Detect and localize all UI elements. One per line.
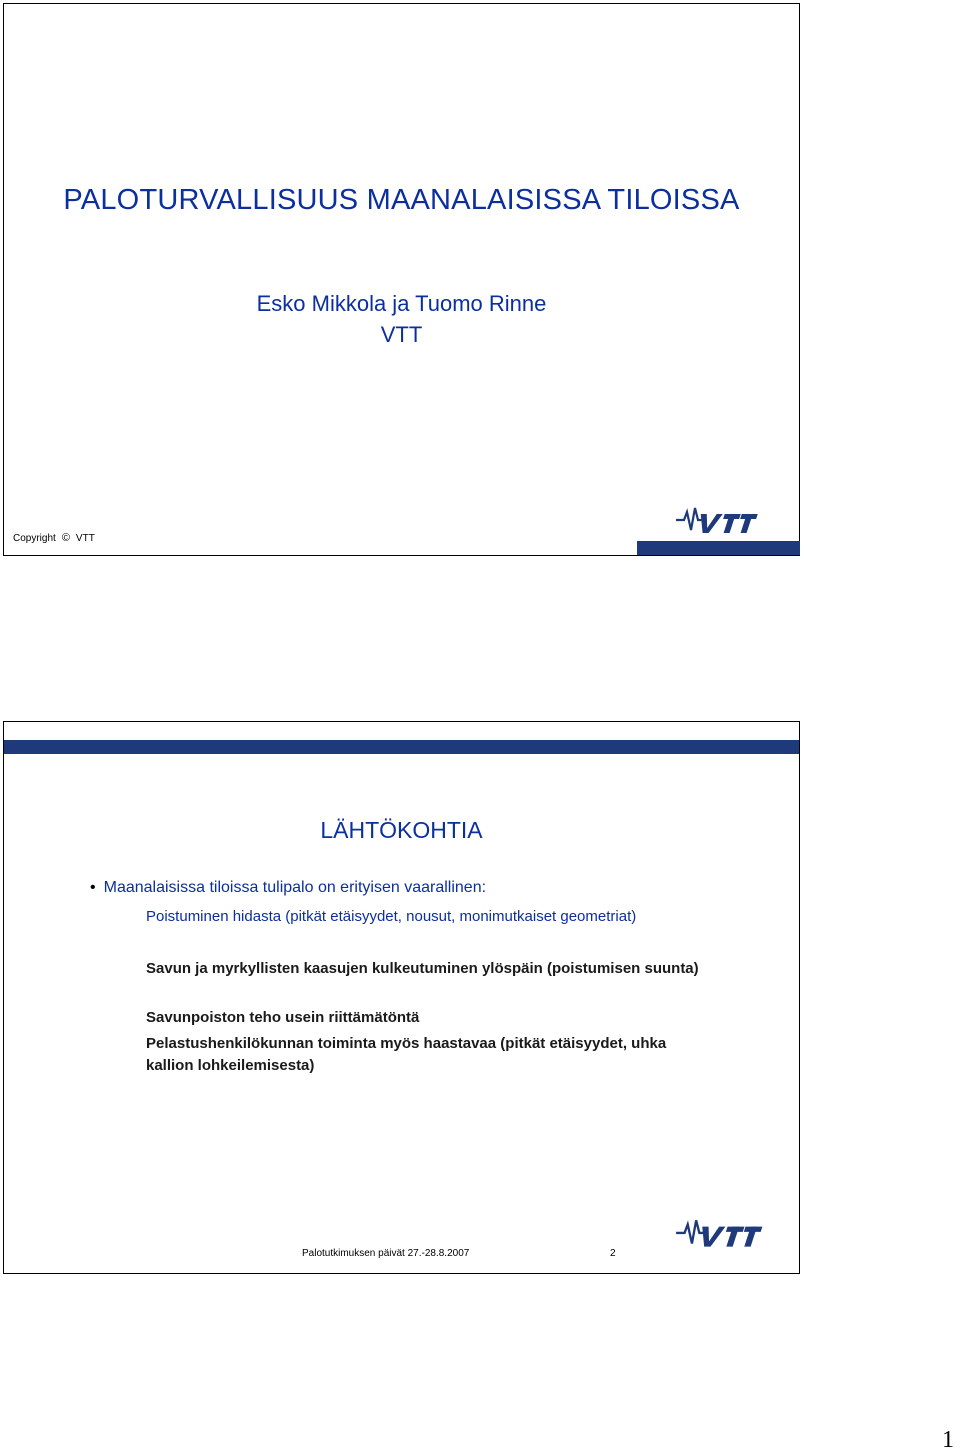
copyright-symbol: © [61, 532, 70, 544]
subpoint: Pelastushenkilökunnan toiminta myös haastavaa (pitkät etäisyydet, uhka kallion lohkeilemisesta) [146, 1035, 667, 1074]
slide-title: LÄHTÖKOHTIA [320, 817, 483, 843]
vtt-logo [674, 504, 764, 538]
organization: VTT [380, 322, 423, 347]
slide-2 [3, 721, 800, 1274]
vtt-logo [674, 1216, 769, 1252]
copyright-owner: VTT [75, 533, 95, 544]
pulse-line-icon [676, 508, 704, 530]
copyright-label: Copyright [13, 533, 56, 544]
slide-1 [3, 3, 800, 556]
slide-title: PALOTURVALLISUUS MAANALAISISSA TILOISSA [63, 184, 740, 216]
top-bar [4, 740, 799, 754]
authors: Esko Mikkola ja Tuomo Rinne [256, 291, 547, 316]
bullet-icon: • [90, 879, 96, 896]
pulse-line-icon [676, 1220, 706, 1243]
bottom-bar [637, 541, 800, 555]
footer-text: Palotutkimuksen päivät 27.-28.8.2007 [302, 1248, 470, 1259]
sheet-page-number: 1 [942, 1427, 954, 1453]
bullet-text: Maanalaisissa tiloissa tulipalo on erityisen vaarallinen: [103, 879, 487, 896]
slide-page-number: 2 [610, 1248, 616, 1259]
subpoint: Savunpoiston teho usein riittämätöntä [146, 1009, 420, 1026]
subpoint: Savun ja myrkyllisten kaasujen kulkeutuminen ylöspäin (poistumisen suunta) [146, 960, 699, 977]
subpoint: Poistuminen hidasta (pitkät etäisyydet, nousut, monimutkaiset geometriat) [146, 908, 637, 925]
bullet-main [90, 879, 486, 897]
copyright [13, 532, 95, 544]
